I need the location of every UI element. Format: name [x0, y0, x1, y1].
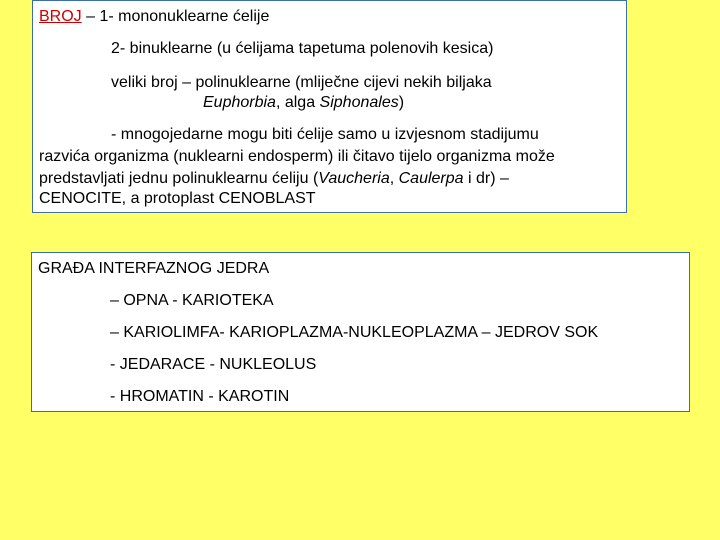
- species-vaucheria: Vaucheria: [318, 170, 390, 187]
- broj-label: BROJ: [39, 8, 82, 25]
- structure-item-karyolymph: – KARIOLIMFA- KARIOPLAZMA-NUKLEOPLAZMA – JEDROV SOK: [110, 324, 599, 341]
- polynuclear-examples: Euphorbia, alga Siphonales): [203, 94, 405, 111]
- structure-item-chromatin: - HROMATIN - KAROTIN: [110, 388, 290, 405]
- structure-title: GRAĐA INTERFAZNOG JEDRA: [38, 260, 270, 277]
- count-heading: [39, 7, 269, 27]
- species-caulerpa: Caulerpa: [398, 170, 464, 187]
- structure-item-envelope: – OPNA - KARIOTEKA: [110, 292, 274, 309]
- multinuclear-line-1: - mnogojedarne mogu biti ćelije samo u izvjesnom stadijumu: [111, 126, 539, 143]
- mononuclear-text: – 1- mononuklearne ćelije: [81, 8, 270, 25]
- structure-item-nucleolus: - JEDARACE - NUKLEOLUS: [110, 356, 317, 373]
- nucleus-structure-box: [31, 252, 690, 412]
- polynuclear-text: veliki broj – polinuklearne (mliječne cijevi nekih biljaka: [111, 74, 492, 91]
- binuclear-text: 2- binuklearne (u ćelijama tapetuma polenovih kesica): [111, 40, 494, 57]
- multinuclear-line-4: CENOCITE, a protoplast CENOBLAST: [39, 190, 316, 207]
- cell-nuclei-count-box: [32, 0, 627, 213]
- species-siphonales: Siphonales: [319, 94, 399, 111]
- multinuclear-line-2: razvića organizma (nuklearni endosperm) ili čitavo tijelo organizma može: [39, 148, 555, 165]
- species-euphorbia: Euphorbia: [203, 94, 276, 111]
- multinuclear-line-3: predstavljati jednu polinuklearnu ćeliju (Vaucheria, Caulerpa i dr) –: [39, 170, 509, 187]
